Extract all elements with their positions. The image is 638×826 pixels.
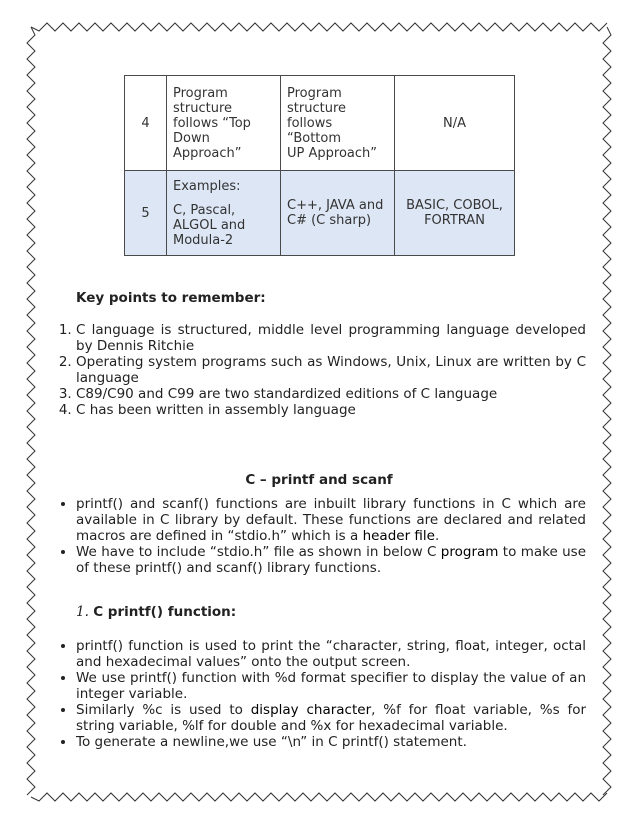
cell-line: UP Approach” xyxy=(287,145,377,161)
list-item: 2. Operating system programs such as Windows, Unix, Linux are written by C language xyxy=(76,354,586,386)
program-link[interactable]: program xyxy=(440,544,499,560)
sub-heading-number: 1. xyxy=(76,604,89,620)
cell-line: follows “Bottom xyxy=(287,115,342,146)
cell-line: Program xyxy=(173,85,228,101)
text: to make use of these printf() and scanf() library functions. xyxy=(76,544,587,576)
printf-sub-heading xyxy=(76,604,236,620)
cell-line: FORTRAN xyxy=(424,213,485,228)
text: , %f for float variable, %s for string variable, %lf for double and %x for hexadecimal variable. xyxy=(76,702,587,734)
cell-line: follows “Top xyxy=(173,115,251,131)
cell-label: Examples: xyxy=(173,178,241,194)
table-cell xyxy=(167,76,281,171)
text: We have to include “stdio.h” file as shown in below C xyxy=(76,544,441,560)
cell-line: C, Pascal, xyxy=(173,202,236,218)
comparison-table xyxy=(124,75,515,256)
border-zigzag-line xyxy=(31,793,607,801)
cell-line: Down xyxy=(173,130,210,146)
list-item xyxy=(76,734,586,750)
printf-bullets xyxy=(40,638,586,750)
text: . xyxy=(434,528,440,544)
sub-heading-title: C printf() function: xyxy=(93,604,237,620)
key-points-list xyxy=(40,322,586,418)
section-title: C – printf and scanf xyxy=(245,472,393,488)
list-item xyxy=(76,702,586,734)
cell-line: Modula-2 xyxy=(173,232,234,248)
cell-line: N/A xyxy=(443,115,466,131)
list-item: 1. C language is structured, middle level programming language developed by Dennis Ritchie xyxy=(76,322,586,354)
printf-scanf-bullets xyxy=(40,496,586,576)
border-zigzag-line xyxy=(27,27,35,795)
list-item xyxy=(76,544,586,576)
cell-line: C++, JAVA and xyxy=(287,198,384,213)
header-file-link[interactable]: header file xyxy=(362,528,435,544)
list-item xyxy=(76,638,586,670)
cell-line: ALGOL and xyxy=(173,217,246,233)
row-number: 4 xyxy=(125,76,167,171)
cell-line: Approach” xyxy=(173,145,242,161)
list-item: 3. C89/C90 and C99 are two standardized editions of C language xyxy=(76,386,586,402)
text: We use printf() function with %d format specifier to display the value of an integer variable. xyxy=(76,670,586,702)
display-character-link[interactable]: display character xyxy=(250,702,372,718)
text: printf() and scanf() functions are inbuilt library functions in C which are available in C library by default. These functions are declared and related macros are defined in “stdio.h” which is a xyxy=(76,496,586,544)
text: Similarly %c is used to xyxy=(76,702,251,718)
table-row xyxy=(125,171,515,256)
cell-line: BASIC, COBOL, xyxy=(406,198,503,213)
text: To generate a newline,we use “\n” in C printf() statement. xyxy=(76,734,467,750)
cell-line: structure xyxy=(173,100,232,116)
cell-line: C# (C sharp) xyxy=(287,213,372,228)
table-cell xyxy=(281,76,395,171)
table-cell xyxy=(395,76,515,171)
list-item xyxy=(76,496,586,544)
table-cell xyxy=(395,171,515,256)
row-number: 5 xyxy=(125,171,167,256)
table-row xyxy=(125,76,515,171)
border-zigzag-line xyxy=(603,27,611,795)
key-points-heading: Key points to remember: xyxy=(76,290,266,306)
list-item: 4. C has been written in assembly language xyxy=(76,402,586,418)
list-item xyxy=(76,670,586,702)
table-cell xyxy=(167,171,281,256)
border-zigzag-line xyxy=(31,23,607,31)
text: printf() function is used to print the “character, string, float, integer, octal and hexadecimal values” onto the output screen. xyxy=(76,638,586,670)
cell-line: structure xyxy=(287,100,346,116)
table-cell xyxy=(281,171,395,256)
cell-line: Program xyxy=(287,85,342,101)
